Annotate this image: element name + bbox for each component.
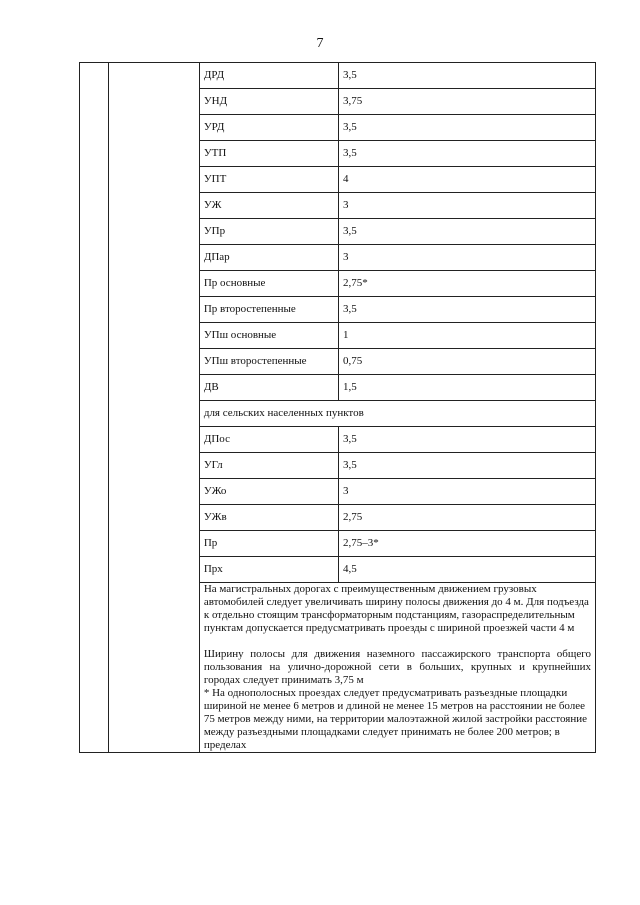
lane-width-cell: 3,5 [339, 219, 596, 245]
road-category-cell: ДПос [199, 427, 338, 453]
note-paragraph-1: На магистральных дорогах с преимущественным движением грузовых автомобилей следует увеличивать ширину полосы движения до 4 м. Для подъезда к отдельно стоящим трансформаторным подстанциям, газораспределительным пунктам допускается предусматривать проезды с шириной проезжей части 4 м [203, 583, 589, 634]
lane-width-cell: 3,75 [339, 89, 596, 115]
note-paragraph-3: * На однополосных проездах следует предусматривать разъездные площадки шириной не менее 6 метров и длиной не менее 15 метров на расстоянии не более 75 метров между ними, на территории малоэтажной жилой застройки расстояние между разъездными площадками следует принимать не более 200 метров; в пределах [203, 687, 588, 751]
table-row [80, 63, 596, 89]
note-spacer [204, 635, 591, 648]
lane-width-cell: 3 [339, 193, 596, 219]
lane-width-cell: 0,75 [339, 349, 596, 375]
lane-width-cell: 3 [339, 245, 596, 271]
road-category-cell: Пр [199, 531, 338, 557]
lane-width-cell: 4,5 [339, 557, 596, 583]
road-category-cell: ДРД [199, 63, 338, 89]
road-category-cell: Пр второстепенные [199, 297, 338, 323]
road-category-cell: УРД [199, 115, 338, 141]
lane-width-cell: 1,5 [339, 375, 596, 401]
road-category-cell: УПТ [199, 167, 338, 193]
lane-width-cell: 2,75–3* [339, 531, 596, 557]
lane-width-cell: 3,5 [339, 297, 596, 323]
empty-column-2 [109, 63, 199, 753]
road-category-cell: УНД [199, 89, 338, 115]
section-label: для сельских населенных пунктов [199, 401, 595, 427]
road-category-cell: УЖ [199, 193, 338, 219]
lane-width-cell: 3,5 [339, 141, 596, 167]
road-category-cell: Пр основные [199, 271, 338, 297]
lane-width-cell: 3,5 [339, 453, 596, 479]
lane-width-cell: 4 [339, 167, 596, 193]
road-category-cell: УЖв [199, 505, 338, 531]
road-category-cell: ДПар [199, 245, 338, 271]
lane-width-cell: 3,5 [339, 427, 596, 453]
road-category-cell: УТП [199, 141, 338, 167]
road-category-cell: ДВ [199, 375, 338, 401]
page-number: 7 [316, 36, 324, 51]
road-category-cell: УЖо [199, 479, 338, 505]
road-category-cell: УПш основные [199, 323, 338, 349]
lane-width-cell: 2,75* [339, 271, 596, 297]
road-category-cell: УПш второстепенные [199, 349, 338, 375]
lane-width-cell: 3,5 [339, 63, 596, 89]
road-category-cell: УПр [199, 219, 338, 245]
road-category-cell: Прх [199, 557, 338, 583]
lane-width-cell: 1 [339, 323, 596, 349]
empty-column-1 [80, 63, 109, 753]
notes-cell [199, 583, 595, 753]
lane-width-table [79, 62, 596, 753]
lane-width-cell: 2,75 [339, 505, 596, 531]
note-paragraph-2: Ширину полосы для движения наземного пассажирского транспорта общего пользования на улично-дорожной сети в больших, крупных и крупнейших городах следует принимать 3,75 м [203, 648, 591, 686]
lane-width-cell: 3 [339, 479, 596, 505]
road-category-cell: УГл [199, 453, 338, 479]
lane-width-cell: 3,5 [339, 115, 596, 141]
